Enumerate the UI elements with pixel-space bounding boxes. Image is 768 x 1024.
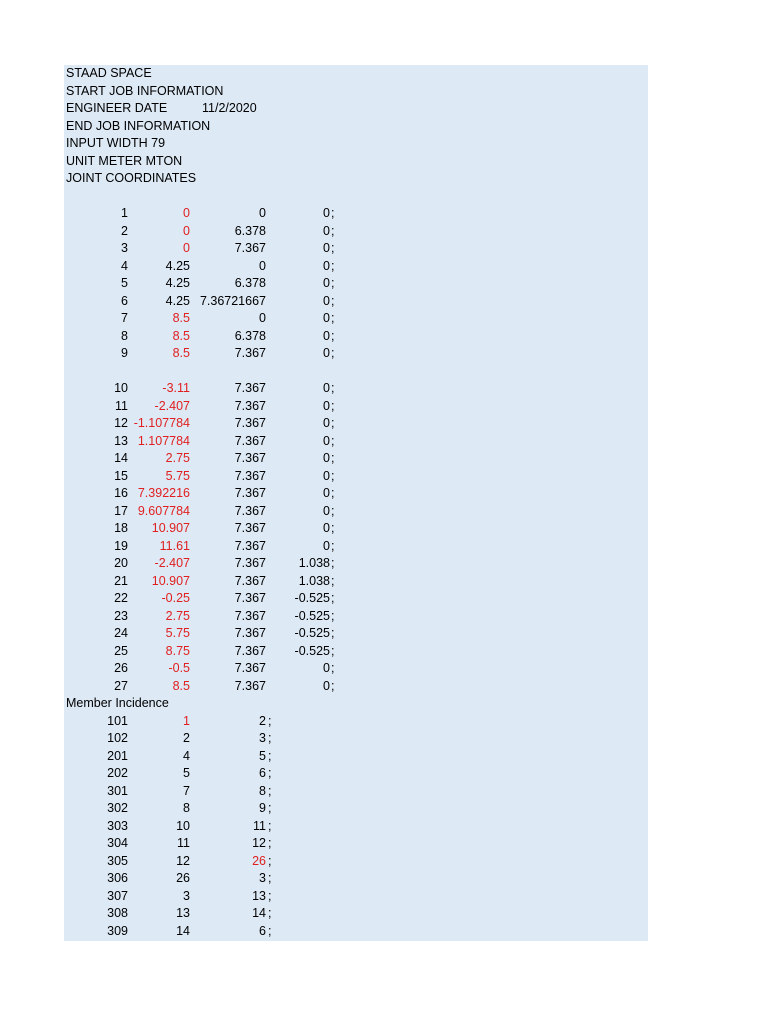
member-id-cell[interactable]: 307	[107, 888, 128, 903]
joint-x-cell[interactable]: 4.25	[165, 276, 190, 290]
joint-z-cell[interactable]: 0	[323, 293, 330, 308]
member-end-cell[interactable]: 5	[259, 748, 266, 763]
joint-row	[64, 240, 648, 258]
terminator-cell[interactable]: ;	[331, 521, 335, 535]
member-end-cell[interactable]: 3	[259, 731, 266, 745]
joint-y-cell[interactable]: 7.367	[234, 486, 266, 500]
terminator-cell[interactable]: ;	[331, 661, 335, 675]
member-id-cell[interactable]: 308	[107, 906, 128, 920]
joint-id-cell[interactable]: 5	[121, 276, 128, 290]
date-cell[interactable]: 11/2/2020	[202, 101, 257, 115]
terminator-cell[interactable]: ;	[331, 311, 335, 325]
terminator-cell[interactable]: ;	[331, 573, 335, 588]
joint-y-cell[interactable]: 7.367	[234, 398, 266, 413]
joint-z-cell[interactable]: -0.525	[294, 626, 330, 640]
member-start-cell[interactable]: 4	[183, 748, 190, 763]
terminator-cell[interactable]: ;	[268, 766, 272, 780]
joint-id-cell[interactable]: 18	[114, 521, 128, 535]
terminator-cell[interactable]: ;	[331, 258, 335, 273]
header-line	[64, 83, 648, 101]
joint-y-cell[interactable]: 7.367	[234, 346, 266, 360]
joint-id-cell[interactable]: 3	[121, 241, 128, 255]
joint-z-cell[interactable]: 0	[323, 451, 330, 465]
terminator-cell[interactable]: ;	[331, 468, 335, 483]
member-row	[64, 888, 648, 906]
terminator-cell[interactable]: ;	[331, 626, 335, 640]
joint-row	[64, 643, 648, 661]
joint-x-cell[interactable]: 5.75	[165, 468, 190, 483]
joint-id-cell[interactable]: 20	[114, 556, 128, 570]
joint-z-cell[interactable]: 0	[323, 398, 330, 413]
joint-id-cell[interactable]: 11	[115, 398, 128, 413]
joint-id-cell[interactable]: 19	[114, 538, 128, 553]
joint-y-cell[interactable]: 7.367	[234, 608, 266, 623]
terminator-cell[interactable]: ;	[268, 853, 272, 868]
joint-y-cell[interactable]: 7.367	[234, 468, 266, 483]
joint-z-cell[interactable]: 0	[323, 661, 330, 675]
member-row	[64, 783, 648, 801]
member-id-cell[interactable]: 101	[107, 713, 128, 728]
joint-id-cell[interactable]: 27	[114, 678, 128, 693]
terminator-cell[interactable]: ;	[331, 591, 335, 605]
member-end-cell[interactable]: 26	[252, 853, 266, 868]
member-id-cell[interactable]: 201	[107, 748, 128, 763]
member-id-cell[interactable]: 304	[107, 836, 128, 850]
joint-z-cell[interactable]: 0	[323, 328, 330, 343]
joint-id-cell[interactable]: 6	[121, 293, 128, 308]
joint-row	[64, 328, 648, 346]
member-start-cell[interactable]: 7	[183, 783, 190, 798]
terminator-cell[interactable]: ;	[331, 608, 335, 623]
joint-id-cell[interactable]: 1	[121, 206, 128, 220]
joint-z-cell[interactable]: -0.525	[294, 608, 330, 623]
member-id-cell[interactable]: 102	[107, 731, 128, 745]
joint-y-cell[interactable]: 7.367	[234, 678, 266, 693]
terminator-cell[interactable]: ;	[331, 381, 335, 395]
member-row	[64, 765, 648, 783]
terminator-cell[interactable]: ;	[331, 293, 335, 308]
member-row	[64, 870, 648, 888]
header-line	[64, 100, 648, 118]
joint-row	[64, 450, 648, 468]
joint-z-cell[interactable]: 0	[323, 381, 330, 395]
joint-z-cell[interactable]: 1.038	[298, 556, 330, 570]
joint-row	[64, 503, 648, 521]
joint-row	[64, 433, 648, 451]
joint-id-cell[interactable]: 26	[114, 661, 128, 675]
joint-y-cell[interactable]: 7.367	[234, 451, 266, 465]
joint-y-cell[interactable]: 0	[259, 206, 266, 220]
joint-x-cell[interactable]: 11.61	[159, 538, 190, 553]
joint-y-cell[interactable]: 7.367	[234, 416, 266, 430]
member-end-cell[interactable]: 11	[253, 818, 266, 833]
member-end-cell[interactable]: 6	[259, 923, 266, 938]
member-id-cell[interactable]: 306	[107, 871, 128, 885]
joint-y-cell[interactable]: 7.367	[234, 503, 266, 518]
terminator-cell[interactable]: ;	[331, 241, 335, 255]
joint-row	[64, 223, 648, 241]
spreadsheet-sheet	[64, 65, 648, 941]
cell-text[interactable]: END JOB INFORMATION	[66, 118, 211, 133]
joint-z-cell[interactable]: 0	[323, 416, 330, 430]
joint-id-cell[interactable]: 15	[114, 468, 128, 483]
terminator-cell[interactable]: ;	[268, 906, 272, 920]
joint-x-cell[interactable]: -2.407	[154, 556, 190, 570]
joint-row	[64, 275, 648, 293]
member-id-cell[interactable]: 303	[107, 818, 128, 833]
joint-id-cell[interactable]: 14	[114, 451, 128, 465]
joint-row	[64, 625, 648, 643]
joint-row	[64, 608, 648, 626]
cell-text[interactable]: START JOB INFORMATION	[66, 83, 224, 98]
joint-row	[64, 485, 648, 503]
joint-id-cell[interactable]: 22	[114, 591, 128, 605]
joint-x-cell[interactable]: 8.75	[165, 643, 190, 658]
joint-y-cell[interactable]: 7.367	[234, 241, 266, 255]
terminator-cell[interactable]: ;	[331, 503, 335, 518]
member-incidence-title-row	[64, 695, 648, 713]
joint-row	[64, 678, 648, 696]
joint-x-cell[interactable]: 8.5	[172, 678, 190, 693]
member-row	[64, 800, 648, 818]
terminator-cell[interactable]: ;	[268, 888, 272, 903]
joint-x-cell[interactable]: 5.75	[165, 626, 190, 640]
member-id-cell[interactable]: 305	[107, 853, 128, 868]
joint-row	[64, 258, 648, 276]
joint-x-cell[interactable]: 0	[183, 241, 190, 255]
joint-x-cell[interactable]: 10.907	[151, 573, 190, 588]
member-row	[64, 730, 648, 748]
joint-row	[64, 380, 648, 398]
joint-z-cell[interactable]: 0	[323, 468, 330, 483]
joint-y-cell[interactable]: 7.367	[234, 591, 266, 605]
joint-row	[64, 538, 648, 556]
joint-id-cell[interactable]: 24	[114, 626, 128, 640]
member-end-cell[interactable]: 9	[259, 801, 266, 815]
joint-y-cell[interactable]: 7.367	[234, 381, 266, 395]
member-id-cell[interactable]: 301	[107, 783, 128, 798]
joint-row	[64, 205, 648, 223]
joint-y-cell[interactable]: 7.367	[234, 433, 266, 448]
joint-y-cell[interactable]: 6.378	[234, 223, 266, 238]
joint-row	[64, 555, 648, 573]
member-row	[64, 923, 648, 941]
joint-id-cell[interactable]: 12	[114, 416, 128, 430]
member-start-cell[interactable]: 2	[183, 731, 190, 745]
member-id-cell[interactable]: 202	[107, 766, 128, 780]
joint-id-cell[interactable]: 4	[121, 258, 128, 273]
joint-y-cell[interactable]: 7.367	[234, 538, 266, 553]
member-end-cell[interactable]: 2	[259, 713, 266, 728]
cell-text[interactable]: ENGINEER DATE	[66, 101, 168, 115]
member-start-cell[interactable]: 26	[176, 871, 190, 885]
joint-row	[64, 468, 648, 486]
joint-x-cell[interactable]: 4.25	[165, 258, 190, 273]
joint-row	[64, 415, 648, 433]
member-start-cell[interactable]: 1	[183, 713, 190, 728]
joint-z-cell[interactable]: 0	[323, 346, 330, 360]
joint-y-cell[interactable]: 7.367	[234, 573, 266, 588]
joint-x-cell[interactable]: 7.392216	[137, 486, 190, 500]
terminator-cell[interactable]: ;	[268, 783, 272, 798]
joint-z-cell[interactable]: -0.525	[294, 591, 330, 605]
member-end-cell[interactable]: 12	[252, 836, 266, 850]
member-end-cell[interactable]: 6	[259, 766, 266, 780]
joint-z-cell[interactable]: 0	[323, 486, 330, 500]
header-line	[64, 153, 648, 171]
joint-x-cell[interactable]: 1.107784	[137, 433, 190, 448]
joint-x-cell[interactable]: -2.407	[154, 398, 190, 413]
joint-z-cell[interactable]: 0	[323, 223, 330, 238]
joint-x-cell[interactable]: -0.5	[168, 661, 190, 675]
joint-y-cell[interactable]: 0	[259, 258, 266, 273]
joint-row	[64, 573, 648, 591]
member-start-cell[interactable]: 11	[177, 836, 190, 850]
joint-z-cell[interactable]: 1.038	[298, 573, 330, 588]
joint-x-cell[interactable]: 10.907	[151, 521, 190, 535]
joint-y-cell[interactable]: 6.378	[234, 276, 266, 290]
terminator-cell[interactable]: ;	[268, 871, 272, 885]
terminator-cell[interactable]: ;	[331, 678, 335, 693]
joint-z-cell[interactable]: -0.525	[294, 643, 330, 658]
header-line	[64, 170, 648, 188]
member-row	[64, 713, 648, 731]
cell-text[interactable]: STAAD SPACE	[66, 66, 152, 80]
joint-id-cell[interactable]: 13	[114, 433, 128, 448]
cell-text[interactable]: UNIT METER MTON	[66, 153, 183, 168]
member-end-cell[interactable]: 3	[259, 871, 266, 885]
member-start-cell[interactable]: 8	[183, 801, 190, 815]
joint-y-cell[interactable]: 7.367	[234, 643, 266, 658]
member-end-cell[interactable]: 14	[252, 906, 266, 920]
member-start-cell[interactable]: 13	[176, 906, 190, 920]
header-line	[64, 65, 648, 83]
joint-x-cell[interactable]: 8.5	[172, 311, 190, 325]
joint-z-cell[interactable]: 0	[323, 678, 330, 693]
joint-row	[64, 345, 648, 363]
joint-x-cell[interactable]: 8.5	[172, 346, 190, 360]
terminator-cell[interactable]: ;	[268, 923, 272, 938]
terminator-cell[interactable]: ;	[331, 416, 335, 430]
cell-text[interactable]: JOINT COORDINATES	[66, 171, 197, 185]
joint-z-cell[interactable]: 0	[323, 311, 330, 325]
member-row	[64, 818, 648, 836]
joint-z-cell[interactable]: 0	[323, 433, 330, 448]
joint-z-cell[interactable]: 0	[323, 538, 330, 553]
joint-id-cell[interactable]: 2	[121, 223, 128, 238]
joint-y-cell[interactable]: 7.367	[234, 661, 266, 675]
joint-y-cell[interactable]: 0	[259, 311, 266, 325]
joint-id-cell[interactable]: 9	[121, 346, 128, 360]
joint-id-cell[interactable]: 21	[114, 573, 128, 588]
joint-z-cell[interactable]: 0	[323, 276, 330, 290]
member-id-cell[interactable]: 302	[107, 801, 128, 815]
joint-id-cell[interactable]: 10	[114, 381, 128, 395]
member-row	[64, 748, 648, 766]
terminator-cell[interactable]: ;	[331, 223, 335, 238]
terminator-cell[interactable]: ;	[268, 731, 272, 745]
joint-row	[64, 398, 648, 416]
terminator-cell[interactable]: ;	[331, 433, 335, 448]
joint-y-cell[interactable]: 7.367	[234, 556, 266, 570]
terminator-cell[interactable]: ;	[268, 836, 272, 850]
member-start-cell[interactable]: 3	[183, 888, 190, 903]
joint-id-cell[interactable]: 7	[121, 311, 128, 325]
joint-x-cell[interactable]: -0.25	[161, 591, 190, 605]
terminator-cell[interactable]: ;	[331, 556, 335, 570]
header-line	[64, 118, 648, 136]
member-row	[64, 905, 648, 923]
joint-x-cell[interactable]: 4.25	[165, 293, 190, 308]
joint-row	[64, 660, 648, 678]
member-end-cell[interactable]: 8	[259, 783, 266, 798]
joint-id-cell[interactable]: 25	[114, 643, 128, 658]
joint-z-cell[interactable]: 0	[323, 258, 330, 273]
terminator-cell[interactable]: ;	[331, 538, 335, 553]
joint-x-cell[interactable]: 8.5	[172, 328, 190, 343]
member-start-cell[interactable]: 14	[176, 923, 190, 938]
joint-x-cell[interactable]: 9.607784	[137, 503, 190, 518]
joint-y-cell[interactable]: 7.367	[234, 626, 266, 640]
terminator-cell[interactable]: ;	[331, 206, 335, 220]
joint-x-cell[interactable]: 2.75	[165, 451, 190, 465]
member-start-cell[interactable]: 12	[176, 853, 190, 868]
joint-row	[64, 293, 648, 311]
header-line	[64, 135, 648, 153]
joint-x-cell[interactable]: 0	[183, 223, 190, 238]
terminator-cell[interactable]: ;	[331, 398, 335, 413]
member-row	[64, 853, 648, 871]
joint-id-cell[interactable]: 8	[121, 328, 128, 343]
terminator-cell[interactable]: ;	[331, 643, 335, 658]
terminator-cell[interactable]: ;	[331, 328, 335, 343]
terminator-cell[interactable]: ;	[331, 451, 335, 465]
joint-id-cell[interactable]: 17	[114, 503, 128, 518]
joint-z-cell[interactable]: 0	[323, 503, 330, 518]
terminator-cell[interactable]: ;	[331, 486, 335, 500]
joint-y-cell[interactable]: 7.367	[234, 521, 266, 535]
terminator-cell[interactable]: ;	[268, 801, 272, 815]
joint-row	[64, 590, 648, 608]
joint-id-cell[interactable]: 16	[114, 486, 128, 500]
joint-z-cell[interactable]: 0	[323, 241, 330, 255]
member-start-cell[interactable]: 5	[183, 766, 190, 780]
joint-row	[64, 310, 648, 328]
member-start-cell[interactable]: 10	[176, 818, 190, 833]
member-row	[64, 835, 648, 853]
joint-z-cell[interactable]: 0	[323, 206, 330, 220]
terminator-cell[interactable]: ;	[268, 748, 272, 763]
member-end-cell[interactable]: 13	[252, 888, 266, 903]
terminator-cell[interactable]: ;	[331, 276, 335, 290]
terminator-cell[interactable]: ;	[268, 818, 272, 833]
joint-x-cell[interactable]: -1.107784	[133, 416, 190, 430]
joint-x-cell[interactable]: -3.11	[162, 381, 190, 395]
joint-id-cell[interactable]: 23	[114, 608, 128, 623]
member-incidence-title[interactable]: Member Incidence	[66, 696, 169, 710]
joint-y-cell[interactable]: 7.36721667	[199, 293, 266, 308]
cell-text[interactable]: INPUT WIDTH 79	[66, 136, 166, 150]
joint-x-cell[interactable]: 0	[183, 206, 190, 220]
joint-z-cell[interactable]: 0	[323, 521, 330, 535]
joint-x-cell[interactable]: 2.75	[165, 608, 190, 623]
terminator-cell[interactable]: ;	[268, 713, 272, 728]
joint-y-cell[interactable]: 6.378	[234, 328, 266, 343]
member-id-cell[interactable]: 309	[107, 923, 128, 938]
joint-row	[64, 520, 648, 538]
terminator-cell[interactable]: ;	[331, 346, 335, 360]
